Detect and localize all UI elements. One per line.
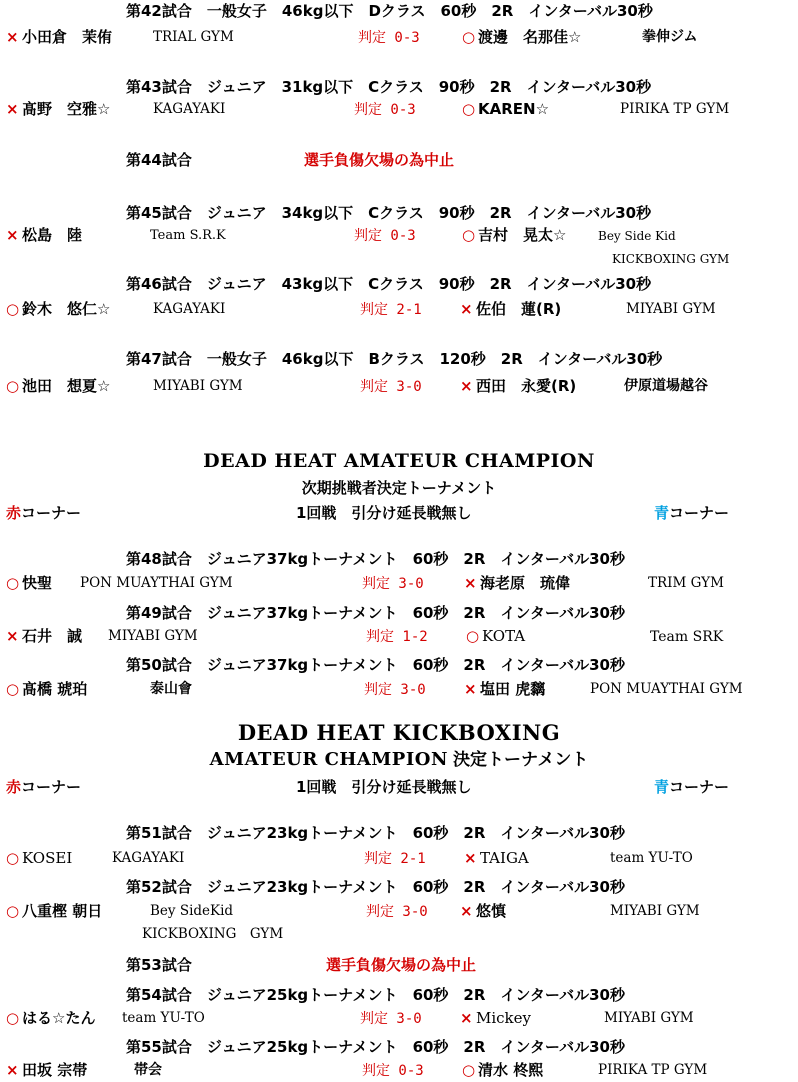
- match-result: 判定 3-0: [360, 1011, 422, 1027]
- red-fighter-name: 八重樫 朝日: [22, 902, 103, 920]
- red-fighter-name: はる☆たん: [22, 1009, 96, 1027]
- result-mark: ×: [464, 574, 477, 592]
- corner-suffix: コーナー: [21, 778, 82, 796]
- red-fighter-name: 髙橋 琥珀: [22, 680, 88, 698]
- result-mark: ×: [6, 226, 19, 244]
- blue-fighter-name: 佐伯 蓮(R): [476, 300, 562, 318]
- match-header: 第45試合 ジュニア 34kg以下 Cクラス 90秒 2R インターバル30秒: [126, 204, 652, 222]
- match-header: 第47試合 一般女子 46kg以下 Bクラス 120秒 2R インターバル30秒: [126, 350, 663, 368]
- result-mark: ×: [460, 377, 473, 395]
- blue-fighter-gym: team YU-TO: [610, 850, 693, 866]
- blue-fighter-gym-line2: KICKBOXING GYM: [612, 252, 730, 266]
- result-mark: ×: [6, 1061, 19, 1079]
- red-fighter-gym: MIYABI GYM: [108, 628, 198, 644]
- red-fighter-gym: Team S.R.K: [150, 228, 226, 243]
- result-mark: ×: [6, 627, 19, 645]
- match-result: 判定 2-1: [364, 851, 426, 867]
- section-title: DEAD HEAT AMATEUR CHAMPION: [203, 450, 595, 472]
- blue-fighter-name: Mickey: [476, 1009, 531, 1027]
- red-fighter-gym: PON MUAYTHAI GYM: [80, 575, 233, 591]
- result-mark: ○: [462, 28, 476, 46]
- blue-fighter-gym: PON MUAYTHAI GYM: [590, 681, 743, 697]
- corner-suffix: コーナー: [669, 504, 730, 522]
- match-header: 第46試合 ジュニア 43kg以下 Cクラス 90秒 2R インターバル30秒: [126, 275, 652, 293]
- section-title: DEAD HEAT KICKBOXING: [237, 720, 561, 745]
- corner-suffix: コーナー: [21, 504, 82, 522]
- result-mark: ×: [464, 680, 477, 698]
- red-fighter-name: 小田倉 茉侑: [22, 28, 113, 46]
- blue-fighter-gym: Bey Side Kid: [598, 229, 676, 243]
- red-fighter-gym: team YU-TO: [122, 1010, 205, 1026]
- red-fighter-gym: TRIAL GYM: [153, 29, 234, 45]
- result-mark: ×: [464, 849, 477, 867]
- red-fighter-gym: KAGAYAKI: [153, 101, 226, 117]
- blue-fighter-gym: PIRIKA TP GYM: [620, 101, 730, 117]
- round-label: 1回戦 引分け延長戦無し: [296, 778, 472, 796]
- match-header: 第55試合 ジュニア25kgトーナメント 60秒 2R インターバル30秒: [126, 1038, 625, 1056]
- red-corner-label: [6, 506, 81, 521]
- corner-suffix: コーナー: [669, 778, 730, 796]
- section-subtitle-jp: 決定トーナメント: [453, 750, 589, 770]
- red-fighter-name: 髙野 空雅☆: [22, 100, 111, 118]
- red-fighter-gym: Bey SideKid: [150, 903, 234, 919]
- blue-fighter-name: 海老原 琉偉: [480, 574, 571, 592]
- match-result: 判定 1-2: [366, 629, 428, 645]
- blue-fighter-gym: MIYABI GYM: [626, 301, 716, 317]
- blue-fighter-name: KOTA: [482, 627, 526, 645]
- blue-fighter-name: 悠慎: [476, 902, 507, 920]
- red-fighter-name: 田坂 宗帯: [22, 1061, 88, 1079]
- blue-fighter-gym: Team SRK: [650, 629, 724, 645]
- red-fighter-gym: 泰山會: [150, 681, 192, 697]
- result-mark: ○: [6, 1009, 20, 1027]
- match-result: 判定 0-3: [354, 228, 416, 244]
- result-mark: ○: [462, 100, 476, 118]
- result-mark: ○: [6, 902, 20, 920]
- red-fighter-name: KOSEI: [22, 849, 73, 867]
- match-header: 第44試合: [126, 151, 192, 169]
- round-label: 1回戦 引分け延長戦無し: [296, 504, 472, 522]
- blue-fighter-name: 西田 永愛(R): [476, 377, 577, 395]
- red-corner-label: [6, 780, 81, 795]
- match-result: 判定 2-1: [360, 302, 422, 318]
- cancel-note: 選手負傷欠場の為中止: [326, 956, 477, 974]
- blue-fighter-gym: TRIM GYM: [648, 575, 724, 591]
- result-mark: ○: [466, 627, 480, 645]
- result-mark: ○: [6, 574, 20, 592]
- match-result: 判定 3-0: [366, 904, 428, 920]
- red-fighter-name: 松島 陸: [22, 226, 83, 244]
- result-mark: ○: [462, 226, 476, 244]
- blue-corner-label: [654, 780, 729, 795]
- red-fighter-gym: MIYABI GYM: [153, 378, 243, 394]
- red-fighter-gym: KAGAYAKI: [112, 850, 185, 866]
- match-header: 第43試合 ジュニア 31kg以下 Cクラス 90秒 2R インターバル30秒: [126, 78, 652, 96]
- match-result: 判定 0-3: [354, 102, 416, 118]
- section-subtitle: 次期挑戦者決定トーナメント: [301, 479, 497, 497]
- red-fighter-name: 石井 誠: [22, 627, 83, 645]
- match-header: 第53試合: [126, 956, 192, 974]
- red-fighter-gym-line2: KICKBOXING GYM: [142, 926, 284, 942]
- match-header: 第50試合 ジュニア37kgトーナメント 60秒 2R インターバル30秒: [126, 656, 625, 674]
- result-mark: ○: [6, 849, 20, 867]
- red-fighter-gym: KAGAYAKI: [153, 301, 226, 317]
- match-result: 判定 0-3: [358, 30, 420, 46]
- match-header: 第52試合 ジュニア23kgトーナメント 60秒 2R インターバル30秒: [126, 878, 625, 896]
- result-mark: ×: [6, 100, 19, 118]
- blue-fighter-gym: 伊原道場越谷: [624, 378, 708, 394]
- match-header: 第42試合 一般女子 46kg以下 Dクラス 60秒 2R インターバル30秒: [126, 2, 653, 20]
- result-mark: ○: [462, 1061, 476, 1079]
- cancel-note: 選手負傷欠場の為中止: [304, 151, 455, 169]
- blue-corner-char: 青: [654, 504, 670, 522]
- result-mark: ×: [460, 902, 473, 920]
- blue-fighter-gym: MIYABI GYM: [610, 903, 700, 919]
- match-result: 判定 0-3: [362, 1063, 424, 1079]
- blue-fighter-name: 清水 柊熙: [478, 1061, 544, 1079]
- blue-fighter-name: KAREN☆: [478, 100, 550, 118]
- blue-fighter-name: TAIGA: [480, 849, 529, 867]
- result-mark: ×: [460, 300, 473, 318]
- result-mark: ×: [460, 1009, 473, 1027]
- red-corner-char: 赤: [6, 504, 22, 522]
- result-mark: ○: [6, 377, 20, 395]
- red-fighter-name: 池田 想夏☆: [22, 377, 111, 395]
- match-header: 第48試合 ジュニア37kgトーナメント 60秒 2R インターバル30秒: [126, 550, 625, 568]
- result-mark: ○: [6, 300, 20, 318]
- match-result: 判定 3-0: [360, 379, 422, 395]
- blue-fighter-gym: MIYABI GYM: [604, 1010, 694, 1026]
- red-corner-char: 赤: [6, 778, 22, 796]
- result-mark: ×: [6, 28, 19, 46]
- blue-corner-label: [654, 506, 729, 521]
- result-mark: ○: [6, 680, 20, 698]
- section-subtitle: [0, 751, 798, 769]
- blue-fighter-name: 塩田 虎黐: [480, 680, 546, 698]
- blue-fighter-gym: 拳伸ジム: [642, 29, 698, 45]
- match-header: 第51試合 ジュニア23kgトーナメント 60秒 2R インターバル30秒: [126, 824, 625, 842]
- section-subtitle-en: AMATEUR CHAMPION: [209, 749, 448, 770]
- red-fighter-name: 鈴木 悠仁☆: [22, 300, 111, 318]
- match-result: 判定 3-0: [364, 682, 426, 698]
- match-header: 第54試合 ジュニア25kgトーナメント 60秒 2R インターバル30秒: [126, 986, 625, 1004]
- red-fighter-name: 快聖: [22, 574, 53, 592]
- red-fighter-gym: 帯会: [134, 1062, 162, 1078]
- match-header: 第49試合 ジュニア37kgトーナメント 60秒 2R インターバル30秒: [126, 604, 625, 622]
- blue-fighter-gym: PIRIKA TP GYM: [598, 1062, 708, 1078]
- blue-fighter-name: 渡邊 名那佳☆: [478, 28, 582, 46]
- match-result: 判定 3-0: [362, 576, 424, 592]
- blue-fighter-name: 吉村 晃太☆: [478, 226, 567, 244]
- blue-corner-char: 青: [654, 778, 670, 796]
